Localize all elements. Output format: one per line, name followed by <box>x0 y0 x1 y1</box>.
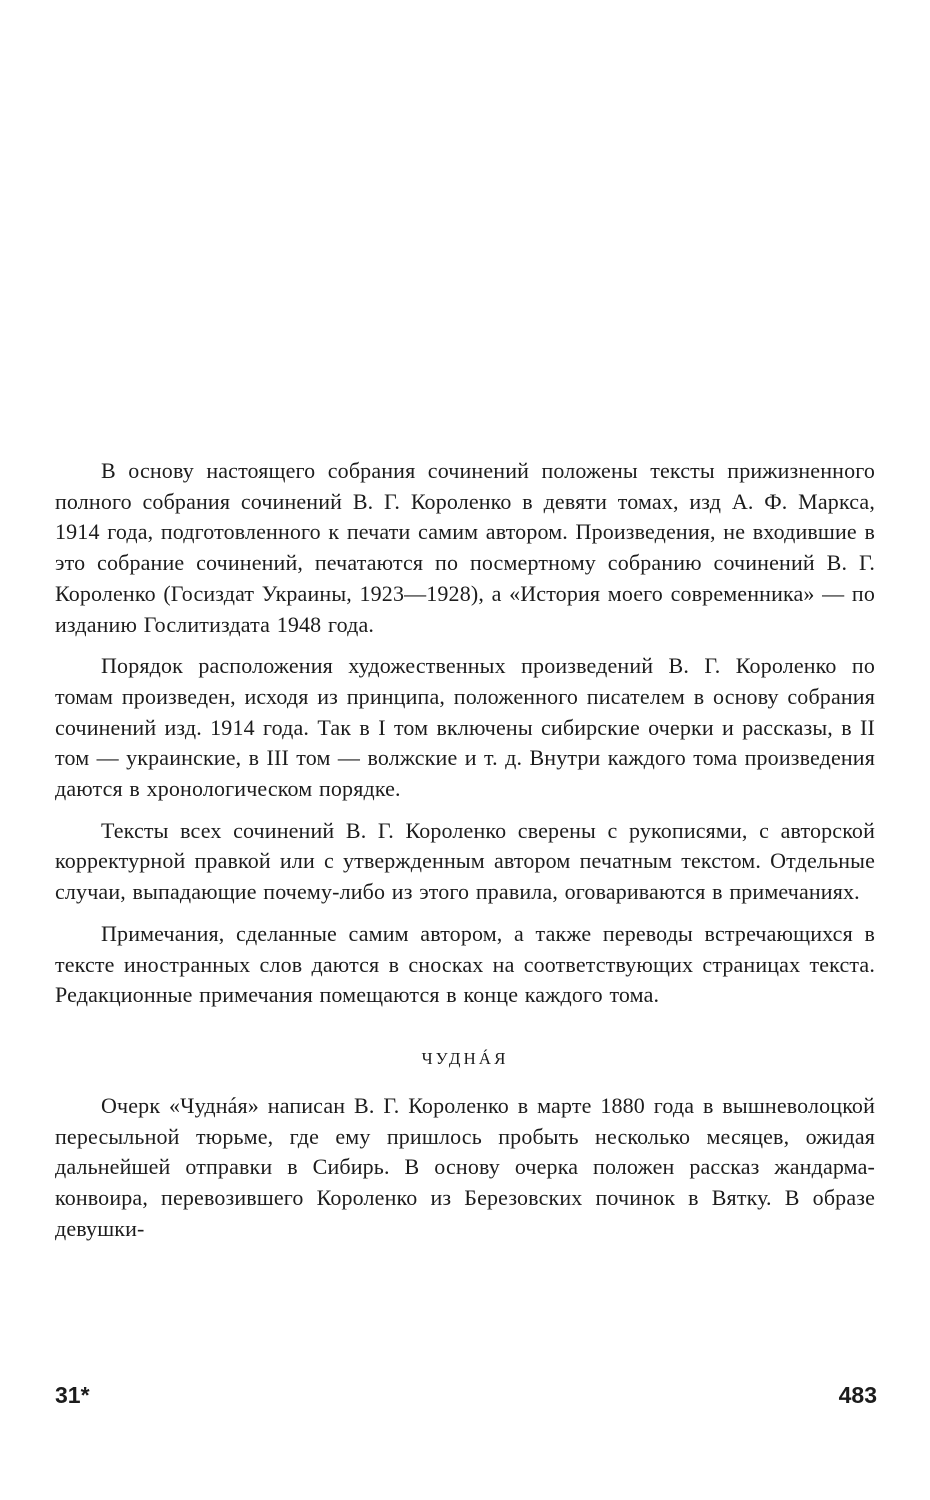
page-footer <box>55 1382 877 1409</box>
page-number: 483 <box>838 1382 877 1408</box>
page-body <box>55 456 875 1244</box>
signature-mark: 31* <box>55 1382 90 1408</box>
intro-paragraph-3: Тексты всех сочинений В. Г. Короленко сверены с рукописями, с авторской корректурной правкой или с утвержденным автором печатным текстом. Отдельные случаи, выпадающие почему-либо из этого правила, оговариваются в примечаниях. <box>55 817 875 905</box>
intro-paragraph-2: Порядок расположения художественных произведений В. Г. Короленко по томам произведен, исходя из принципа, положенного писателем в основу собрания сочинений изд. 1914 года. Так в I том включены сибирские очерки и рассказы, в II том — украинские, в III том — волжские и т. д. Внутри каждого тома произведения даются в хронологическом порядке. <box>55 653 875 802</box>
section-paragraph: Очерк «Чуднáя» написан В. Г. Короленко в марте 1880 года в вышневолоцкой пересыльной тюрьме, где ему пришлось пробыть несколько месяцев, ожидая дальнейшей отправки в Сибирь. В основу очерка положен рассказ жандарма-конвоира, перевозившего Короленко из Березовских починок в Вятку. В образе девушки- <box>55 1092 875 1241</box>
intro-paragraph-4: Примечания, сделанные самим автором, а также переводы встречающихся в тексте иностранных слов даются в сносках на соответствующих страницах текста. Редакционные примечания помещаются в конце каждого тома. <box>55 920 875 1008</box>
section-heading: ЧУДНÁЯ <box>421 1048 509 1068</box>
intro-paragraph-1: В основу настоящего собрания сочинений положены тексты прижизненного полного собрания сочинений В. Г. Короленко в девяти томах, изд А. Ф. Маркса, 1914 года, подготовленного к печати самим автором. Произведения, не входившие в это собрание сочинений, печатаются по посмертному собранию сочинений В. Г. Короленко (Госиздат Украины, 1923—1928), а «История моего современника» — по изданию Гослитиздата 1948 года. <box>55 458 875 637</box>
